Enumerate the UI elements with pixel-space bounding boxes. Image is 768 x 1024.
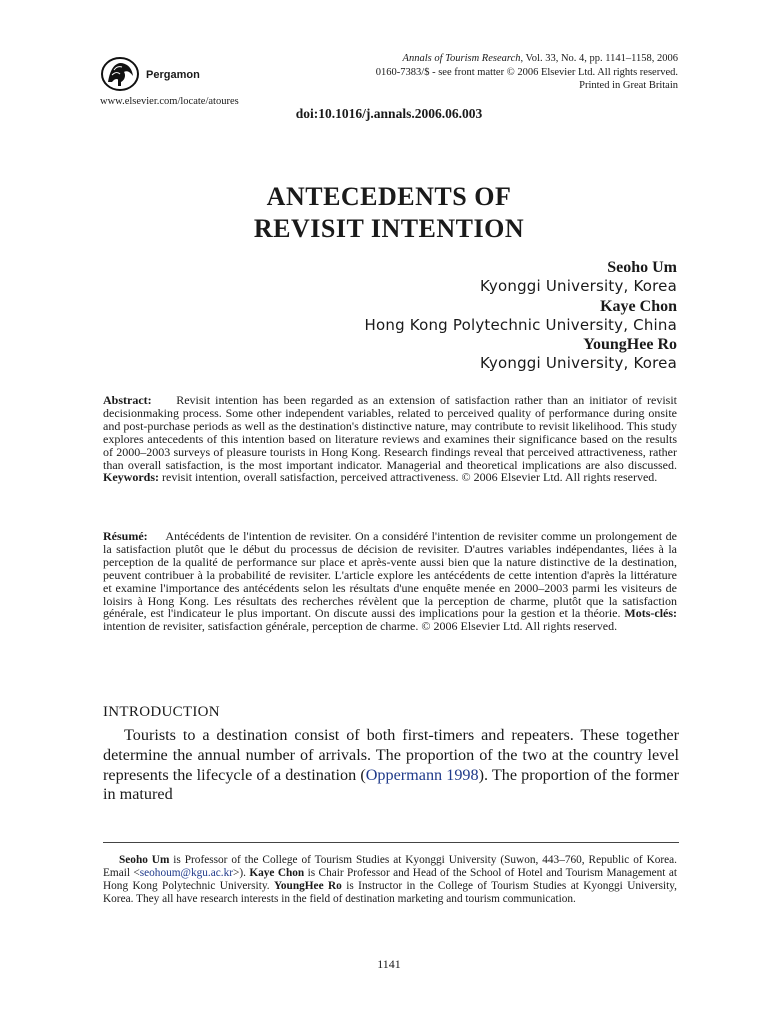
printed-line: Printed in Great Britain — [579, 80, 678, 91]
author-affiliation: Hong Kong Polytechnic University, China — [364, 315, 677, 334]
author-affiliation: Kyonggi University, Korea — [479, 354, 677, 372]
journal-citation — [376, 52, 678, 93]
resume-text: Antécédents de l'intention de revisiter. On a considéré l'intention de revisiter comme un prolongement de la satisfaction plutôt que le début du processus de décision de revisiter. D'autres variables indépendantes, liées à la perception de la qualité de performance sur place et après-vente aussi bien que la nature distinctive de la destination, peuvent contribuer à la probabilité de revisiter. L'article explore les antécédents de cette intention d'après la littérature et examine l'importance des antécédents selon les résultats d'une enquête menée en 2000–2003 parmi les visiteurs de loisirs à Hong Kong. Les résultats des recherches révèlent que la perception de charme, plutôt que la satisfaction générale, est l'indicateur le plus important. On discute aussi des implications pour la gestion et la théorie. — [103, 529, 678, 621]
intro-text: Tourists to a destination consist of both first-timers and repeaters. These together determine the annual number of arrivals. The proportion of the two at the country level represents the lifecycle of a destination ( — [103, 726, 679, 784]
article-title — [0, 181, 768, 245]
author-affiliation: Kyonggi University, Korea — [479, 277, 677, 295]
footnote-text: is Chair Professor and Head of the School of Hotel and Tourism Management at Hong Kong Polytechnic University. — [103, 867, 677, 892]
mots-cles-label: Mots-clés: — [624, 606, 678, 621]
doi: doi:10.1016/j.annals.2006.06.003 — [295, 106, 483, 121]
journal-volume-line — [376, 52, 678, 66]
author-name: Kaye Chon — [600, 297, 677, 315]
resume — [103, 530, 677, 633]
footnote-text: is Professor of the College of Tourism Studies at Kyonggi University (Suwon, 443–760, Republic of Korea. Email < — [103, 854, 677, 879]
footnote-text: >). — [232, 867, 250, 879]
elsevier-tree-logo-icon — [100, 56, 140, 92]
keywords-label: Keywords: — [103, 470, 159, 485]
author-name: Seoho Um — [607, 259, 677, 276]
citation-link[interactable]: Oppermann 1998 — [365, 765, 479, 784]
keywords-text: revisit intention, overall satisfaction, perceived attractiveness. © 2006 Elsevier Ltd. All rights reserved. — [162, 470, 658, 485]
journal-volume: , Vol. 33, No. 4, pp. 1141–1158, 2006 — [520, 53, 678, 64]
intro-paragraph — [103, 726, 679, 805]
footnote-author: YoungHee Ro — [274, 880, 342, 892]
publisher-name: Pergamon — [146, 69, 200, 81]
intro-text-continued: ). The proportion of the former in matured — [103, 765, 680, 804]
title-line: ANTECEDENTS OF — [266, 182, 512, 211]
author-name: YoungHee Ro — [583, 336, 677, 353]
footnote-author: Seoho Um — [119, 854, 170, 866]
footnote-author: Kaye Chon — [249, 867, 305, 879]
section-heading: INTRODUCTION — [103, 704, 220, 720]
abstract-label: Abstract: — [103, 393, 152, 407]
publisher-logo — [100, 56, 200, 92]
abstract — [103, 394, 677, 484]
email-link[interactable]: seohoum@kgu.ac.kr — [139, 867, 233, 879]
title-line: REVISIT INTENTION — [253, 214, 525, 243]
journal-url[interactable]: www.elsevier.com/locate/atoures — [100, 96, 239, 107]
author-footnote — [103, 854, 677, 906]
issn-line: 0160-7383/$ - see front matter © 2006 Elsevier Ltd. All rights reserved. — [375, 66, 678, 78]
page-number: 1141 — [377, 957, 401, 971]
author-block — [77, 258, 677, 374]
journal-name: Annals of Tourism Research — [402, 53, 521, 64]
abstract-text: Revisit intention has been regarded as an extension of satisfaction rather than an initiator of revisit decisionmaking process. Some other independent variables, related to perceived quality of performance during onsite and post-purchase periods as well as the destination's distinctive nature, may contribute to revisit likelihood. This study explores antecedents of this intention based on literature reviews and examines their significance based on the results of 2000–2003 surveys of pleasure tourists in Hong Kong. Research findings reveal that perceived attractiveness, rather than overall satisfaction, is the most important indicator. Managerial and theoretical implications are also discussed. — [103, 393, 677, 472]
mots-cles-text: intention de revisiter, satisfaction générale, perception de charme. © 2006 Elsevier Ltd. All rights reserved. — [103, 619, 618, 634]
footnote-text: is Instructor in the College of Tourism Studies at Kyonggi University, Korea. They all have research interests in the field of destination marketing and tourism communication. — [103, 880, 678, 905]
resume-label: Résumé: — [103, 529, 148, 543]
footnote-divider — [103, 842, 679, 843]
